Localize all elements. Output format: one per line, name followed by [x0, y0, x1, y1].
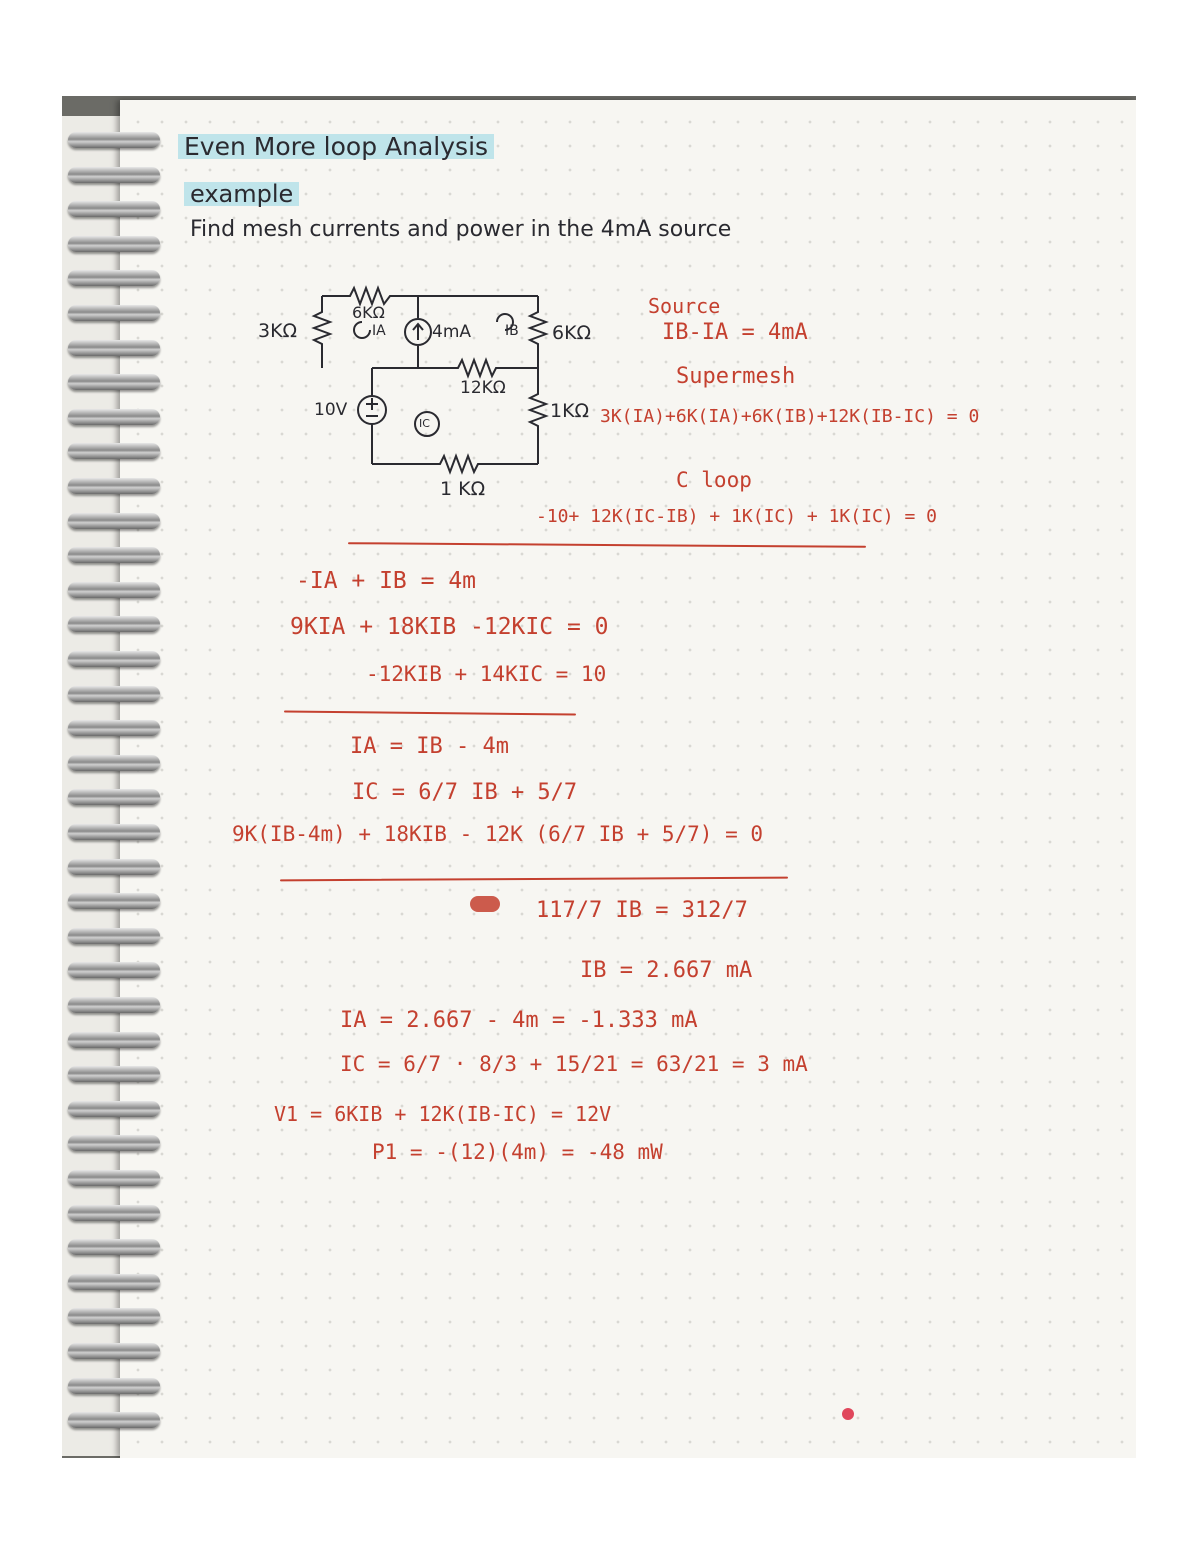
system-eq-1: -IA + IB = 4m [296, 568, 477, 594]
solution-p1: P1 = -(12)(4m) = -48 mW [372, 1140, 663, 1164]
solution-ic: IC = 6/7 · 8/3 + 15/21 = 63/21 = 3 mA [340, 1052, 808, 1076]
resistor-bottom-label: 1 KΩ [440, 478, 486, 500]
substitution-ia: IA = IB - 4m [350, 734, 509, 759]
substitution-ic: IC = 6/7 IB + 5/7 [352, 780, 578, 805]
substitution-combined: 9K(IB-4m) + 18KIB - 12K (6/7 IB + 5/7) = 0 [232, 822, 764, 846]
current-source-label: 4mA [432, 322, 472, 342]
cloop-equation: -10+ 12K(IC-IB) + 1K(IC) + 1K(IC) = 0 [536, 506, 937, 527]
source-equation: IB-IA = 4mA [662, 320, 808, 345]
source-heading: Source [648, 294, 721, 318]
solution-step: 117/7 IB = 312/7 [536, 898, 748, 923]
resistor-right-low-label: 1KΩ [550, 400, 590, 422]
page-title: Even More loop Analysis [178, 134, 494, 159]
cloop-heading: C loop [676, 468, 752, 492]
solution-v1: V1 = 6KIB + 12K(IB-IC) = 12V [274, 1102, 612, 1126]
problem-statement: Find mesh currents and power in the 4mA source [190, 217, 732, 242]
solution-ia: IA = 2.667 - 4m = -1.333 mA [340, 1008, 698, 1033]
mesh-a-label: IA [372, 323, 386, 339]
solution-ib: IB = 2.667 mA [580, 958, 753, 983]
resistor-top-label: 6KΩ [352, 303, 385, 322]
mesh-b-label: IB [505, 323, 519, 339]
resistor-mid-label: 12KΩ [460, 378, 506, 398]
mesh-c-label: IC [419, 417, 430, 430]
supermesh-equation: 3K(IA)+6K(IA)+6K(IB)+12K(IB-IC) = 0 [600, 406, 980, 427]
resistor-left-label: 3KΩ [258, 320, 298, 342]
voltage-source-label: 10V [314, 400, 348, 420]
example-label: example [184, 182, 299, 206]
system-eq-2: 9KIA + 18KIB -12KIC = 0 [290, 614, 609, 640]
scribble-mark [470, 896, 500, 912]
ink-dot [842, 1408, 854, 1420]
resistor-right-label: 6KΩ [552, 322, 592, 344]
system-eq-3: -12KIB + 14KIC = 10 [366, 662, 607, 686]
supermesh-heading: Supermesh [676, 364, 796, 389]
